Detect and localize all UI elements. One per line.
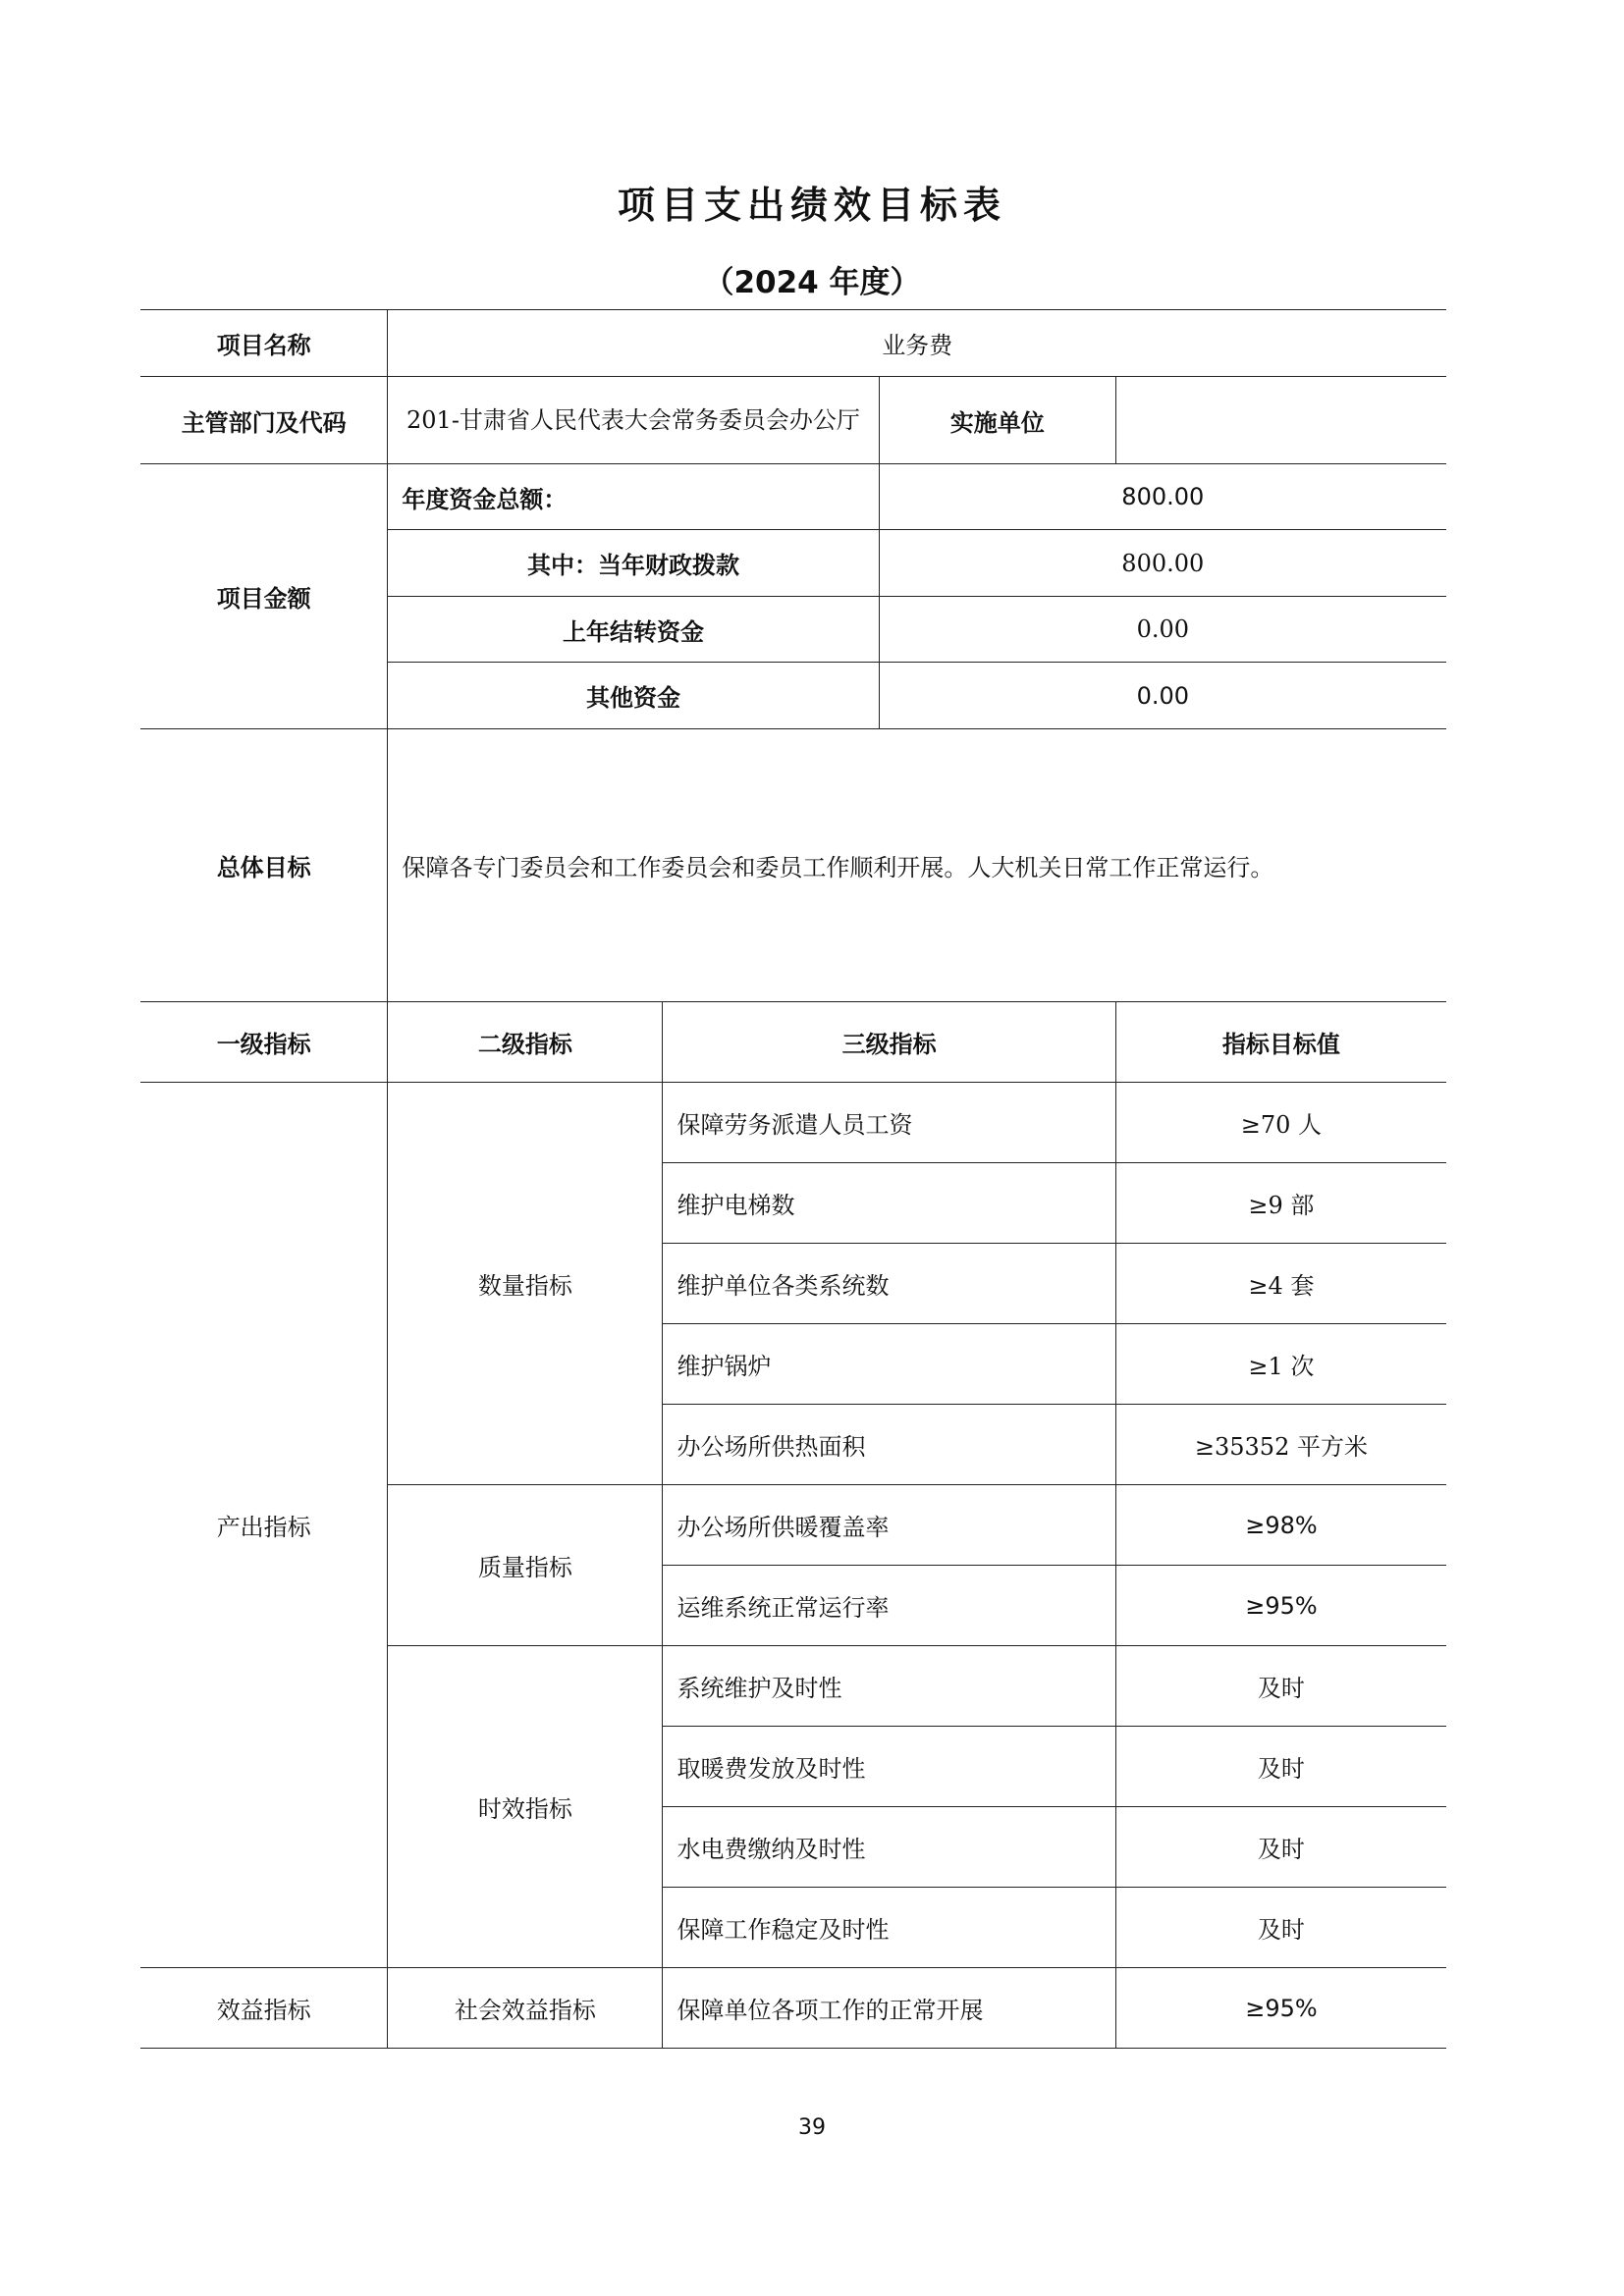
indicator-value: ≥9 部 — [1115, 1163, 1446, 1244]
project-amount-label: 项目金额 — [140, 464, 388, 729]
indicator-name: 办公场所供热面积 — [663, 1405, 1115, 1485]
overall-goal-row — [140, 729, 1446, 1002]
page-number: 39 — [798, 2115, 826, 2140]
overall-goal-label: 总体目标 — [140, 729, 388, 1002]
department-label: 主管部门及代码 — [140, 377, 388, 464]
implementing-unit-label: 实施单位 — [879, 377, 1115, 464]
indicator-value: ≥95% — [1115, 1968, 1446, 2049]
indicator-name: 维护单位各类系统数 — [663, 1244, 1115, 1324]
level2-quality: 质量指标 — [388, 1485, 663, 1646]
header-level3: 三级指标 — [663, 1002, 1115, 1083]
indicator-value: ≥4 套 — [1115, 1244, 1446, 1324]
project-name-row — [140, 310, 1446, 377]
indicator-name: 系统维护及时性 — [663, 1646, 1115, 1727]
indicator-value: ≥35352 平方米 — [1115, 1405, 1446, 1485]
table-row — [140, 1968, 1446, 2049]
indicator-name: 运维系统正常运行率 — [663, 1566, 1115, 1646]
indicator-name: 保障工作稳定及时性 — [663, 1888, 1115, 1968]
project-name-label: 项目名称 — [140, 310, 388, 377]
header-level2: 二级指标 — [388, 1002, 663, 1083]
level1-output: 产出指标 — [140, 1083, 388, 1968]
header-target-value: 指标目标值 — [1115, 1002, 1446, 1083]
level2-social-benefit: 社会效益指标 — [388, 1968, 663, 2049]
amount-row-total — [140, 464, 1446, 530]
indicator-header-row — [140, 1002, 1446, 1083]
indicator-value: ≥95% — [1115, 1566, 1446, 1646]
indicator-value: ≥70 人 — [1115, 1083, 1446, 1163]
indicator-name: 水电费缴纳及时性 — [663, 1807, 1115, 1888]
indicator-name: 办公场所供暖覆盖率 — [663, 1485, 1115, 1566]
level2-quantity: 数量指标 — [388, 1083, 663, 1485]
amount-carryover-label: 上年结转资金 — [388, 597, 879, 663]
amount-current-value: 800.00 — [879, 530, 1446, 597]
amount-other-value: 0.00 — [879, 663, 1446, 729]
header-level1: 一级指标 — [140, 1002, 388, 1083]
project-name-value: 业务费 — [388, 310, 1446, 377]
indicator-value: 及时 — [1115, 1888, 1446, 1968]
department-value: 201-甘肃省人民代表大会常务委员会办公厅 — [388, 377, 879, 464]
amount-total-value: 800.00 — [879, 464, 1446, 530]
amount-total-label: 年度资金总额： — [388, 464, 879, 530]
indicator-value: ≥1 次 — [1115, 1324, 1446, 1405]
indicator-name: 取暖费发放及时性 — [663, 1727, 1115, 1807]
indicator-name: 保障劳务派遣人员工资 — [663, 1083, 1115, 1163]
indicator-value: 及时 — [1115, 1646, 1446, 1727]
amount-current-label: 其中：当年财政拨款 — [388, 530, 879, 597]
overall-goal-text: 保障各专门委员会和工作委员会和委员工作顺利开展。人大机关日常工作正常运行。 — [388, 729, 1446, 1002]
indicator-name: 维护电梯数 — [663, 1163, 1115, 1244]
amount-other-label: 其他资金 — [388, 663, 879, 729]
indicator-name: 保障单位各项工作的正常开展 — [663, 1968, 1115, 2049]
indicator-value: 及时 — [1115, 1807, 1446, 1888]
level1-benefit: 效益指标 — [140, 1968, 388, 2049]
department-row — [140, 377, 1446, 464]
page-subtitle: （2024 年度） — [703, 265, 921, 300]
indicator-value: 及时 — [1115, 1727, 1446, 1807]
level2-timeliness: 时效指标 — [388, 1646, 663, 1968]
page-title: 项目支出绩效目标表 — [617, 184, 1006, 227]
amount-carryover-value: 0.00 — [879, 597, 1446, 663]
table-row — [140, 1083, 1446, 1163]
performance-table — [140, 309, 1446, 2049]
implementing-unit-value — [1115, 377, 1446, 464]
indicator-value: ≥98% — [1115, 1485, 1446, 1566]
indicator-name: 维护锅炉 — [663, 1324, 1115, 1405]
